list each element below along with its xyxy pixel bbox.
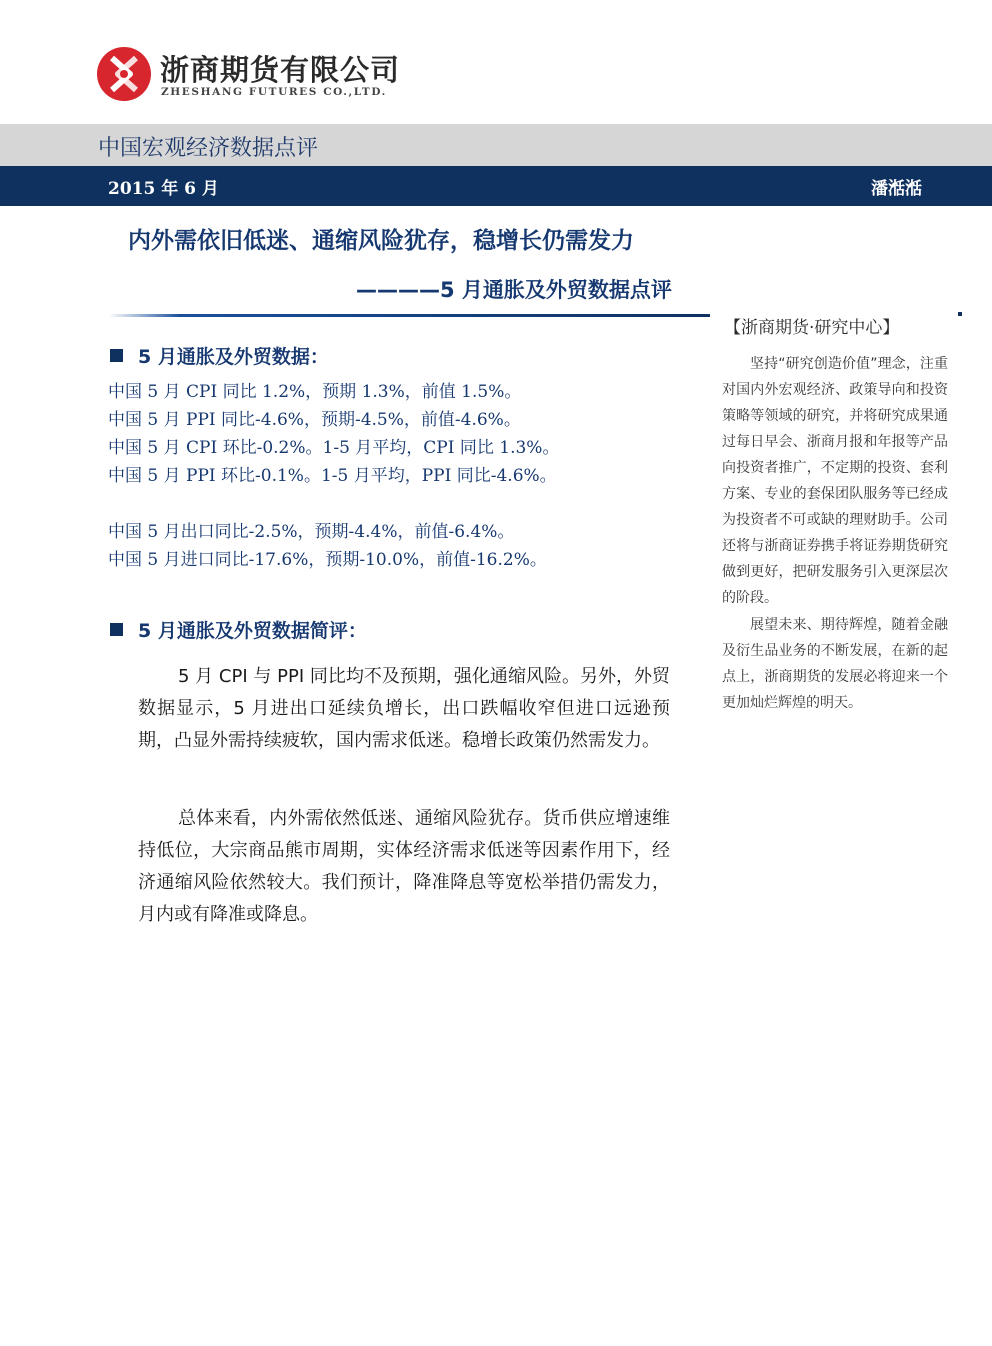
sidebar-paragraph: 坚持“研究创造价值”理念，注重对国内外宏观经济、政策导向和投资策略等领域的研究，并将研究成果通过每日早会、浙商月报和年报等产品向投资者推广，不定期的投资、套利方案、专业的套保团队服务等已经成为投资者不可或缺的理财助手。公司还将与浙商证券携手将证券期货研究做到更好，把研发服务引入更深层次的阶段。 — [722, 356, 948, 606]
title-divider — [108, 314, 710, 317]
report-title: 内外需依旧低迷、通缩风险犹存，稳增长仍需发力 — [128, 228, 634, 254]
company-name-en: ZHESHANG FUTURES CO.,LTD. — [161, 86, 387, 98]
data-line: 中国 5 月出口同比-2.5%，预期-4.4%，前值-6.4%。 — [108, 522, 515, 542]
sidebar-paragraph: 展望未来、期待辉煌，随着金融及衍生品业务的不断发展，在新的起点上，浙商期货的发展必将迎来一个更加灿烂辉煌的明天。 — [722, 617, 948, 711]
sidebar-title: 【浙商期货·研究中心】 — [724, 318, 900, 338]
data-line-spacer — [108, 490, 559, 518]
company-name-cn: 浙商期货有限公司 — [160, 53, 401, 87]
data-list — [108, 378, 559, 574]
divider-dot — [958, 312, 962, 316]
report-subtitle: ————5 月通胀及外贸数据点评 — [356, 278, 672, 302]
date-author-band — [0, 166, 992, 206]
data-line: 中国 5 月进口同比-17.6%，预期-10.0%，前值-16.2%。 — [108, 550, 547, 570]
section1-heading-text: 5 月通胀及外贸数据： — [138, 346, 329, 368]
report-type: 中国宏观经济数据点评 — [98, 136, 319, 161]
section1-heading — [110, 342, 329, 369]
data-line: 中国 5 月 PPI 同比-4.6%，预期-4.5%，前值-4.6%。 — [108, 410, 521, 430]
bullet-square-icon — [110, 349, 123, 362]
author-name: 潘湉湉 — [871, 179, 922, 199]
data-line: 中国 5 月 PPI 环比-0.1%。1-5 月平均，PPI 同比-4.6%。 — [108, 466, 557, 486]
section2-heading-text: 5 月通胀及外贸数据简评： — [138, 620, 367, 642]
report-type-band — [0, 124, 992, 166]
data-line: 中国 5 月 CPI 环比-0.2%。1-5 月平均，CPI 同比 1.3%。 — [108, 438, 560, 458]
zheshang-logo-icon — [96, 46, 152, 102]
data-line: 中国 5 月 CPI 同比 1.2%，预期 1.3%，前值 1.5%。 — [108, 382, 522, 402]
commentary-paragraph: 5 月 CPI 与 PPI 同比均不及预期，强化通缩风险。另外，外贸数据显示，5 月进出口延续负增长，出口跌幅收窄但进口远逊预期，凸显外需持续疲软，国内需求低迷。稳增长政策仍然需发力。 — [138, 666, 670, 751]
report-date: 2015 年 6 月 — [108, 179, 219, 199]
section2-heading — [110, 616, 367, 643]
commentary-paragraph: 总体来看，内外需依然低迷、通缩风险犹存。货币供应增速维持低位，大宗商品熊市周期，实体经济需求低迷等因素作用下，经济通缩风险依然较大。我们预计，降准降息等宽松举措仍需发力，月内或有降准或降息。 — [138, 808, 670, 925]
bullet-square-icon — [110, 623, 123, 636]
